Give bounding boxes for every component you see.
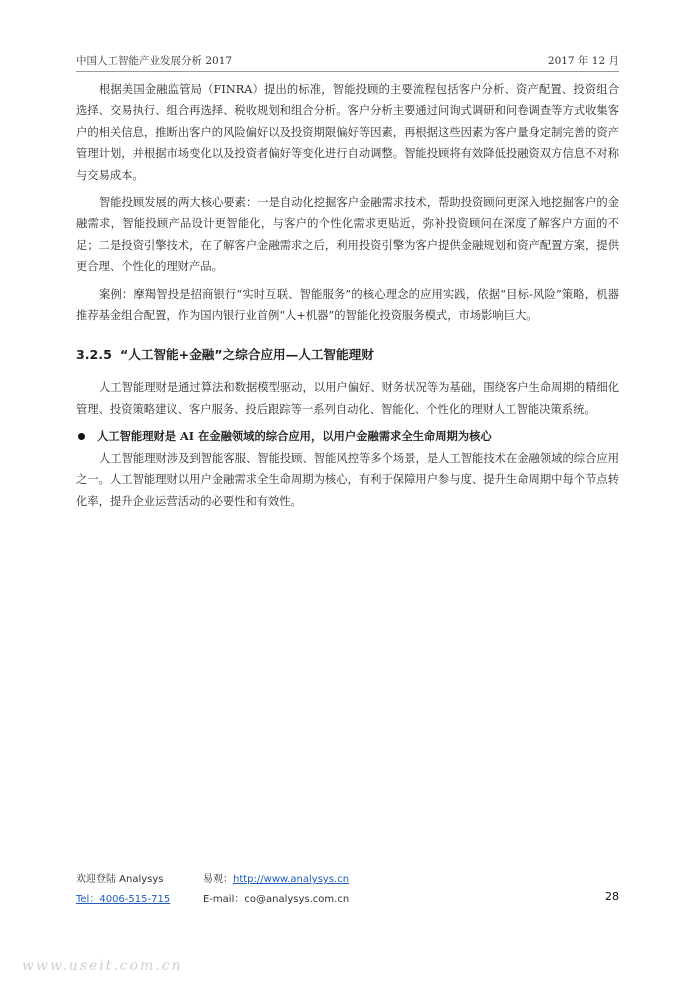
main-content: [76, 79, 619, 512]
header-date: 2017 年 12 月: [547, 55, 619, 67]
footer-row-web: [76, 870, 350, 885]
bullet-heading: [76, 426, 619, 447]
section-title: “人工智能+金融”之综合应用—人工智能理财: [120, 347, 374, 363]
watermark: www.useit.com.cn: [22, 958, 183, 974]
footer-tel-link[interactable]: [76, 894, 170, 905]
bullet-dot-icon: [78, 433, 85, 440]
header-report-title: 中国人工智能产业发展分析 2017: [76, 55, 233, 67]
footer-welcome: 欢迎登陆 Analysys: [76, 874, 164, 885]
footer-row-contact: [76, 890, 350, 905]
footer-email-address[interactable]: co@analysys.com.cn: [244, 894, 350, 905]
paragraph-case-study: 案例：摩羯智投是招商银行“实时互联、智能服务”的核心理念的应用实践，依据“目标-风险”策略，机器推荐基金组合配置，作为国内银行业首例“人+机器”的智能化投资服务模式，市场影响巨大。: [76, 287, 619, 323]
footer-email-label: E-mail：: [203, 894, 245, 905]
section-heading: [76, 344, 619, 363]
paragraph-bullet-body: 人工智能理财涉及到智能客服、智能投顾、智能风控等多个场景，是人工智能技术在金融领域的综合应用之一。人工智能理财以用户金融需求全生命周期为核心，有利于保障用户参与度、提升生命周期中每个节点转化率，提升企业运营活动的必要性和有效性。: [76, 451, 619, 508]
section-number: 3.2.5: [76, 347, 112, 363]
page-footer: [76, 870, 619, 920]
bullet-heading-text: 人工智能理财是 AI 在金融领域的综合应用，以用户金融需求全生命周期为核心: [97, 429, 492, 444]
footer-website-link[interactable]: http://www.analysys.cn: [233, 874, 350, 885]
paragraph-core-elements: 智能投顾发展的两大核心要素：一是自动化挖掘客户金融需求技术，帮助投资顾问更深入地挖掘客户的金融需求，智能投顾产品设计更智能化，与客户的个性化需求更贴近，弥补投资顾问在深度了解客户方面的不足；二是投资引擎技术，在了解客户金融需求之后，利用投资引擎为客户提供金融规划和资产配置方案，提供更合理、个性化的理财产品。: [76, 196, 619, 274]
header-divider: [76, 71, 619, 72]
page-number: 28: [605, 890, 619, 903]
running-header: [76, 53, 619, 69]
paragraph-finra-process: 根据美国金融监管局（FINRA）提出的标准，智能投顾的主要流程包括客户分析、资产配置、投资组合选择、交易执行、组合再选择、税收规划和组合分析。客户分析主要通过问询式调研和问卷调查等方式收集客户的相关信息，推断出客户的风险偏好以及投资期限偏好等因素，再根据这些因素为客户量身定制完善的资产管理计划，并根据市场变化以及投资者偏好等变化进行自动调整。智能投顾将有效降低投融资双方信息不对称与交易成本。: [76, 83, 619, 182]
footer-tel-number: 4006-515-715: [99, 894, 171, 905]
footer-tel-label: Tel：: [76, 894, 100, 905]
paragraph-section-intro: 人工智能理财是通过算法和数据模型驱动，以用户偏好、财务状况等为基础，围绕客户生命周期的精细化管理、投资策略建议、客户服务、投后跟踪等一系列自动化、智能化、个性化的理财人工智能决策系统。: [76, 381, 619, 416]
footer-easy-label: 易观：: [203, 874, 233, 885]
